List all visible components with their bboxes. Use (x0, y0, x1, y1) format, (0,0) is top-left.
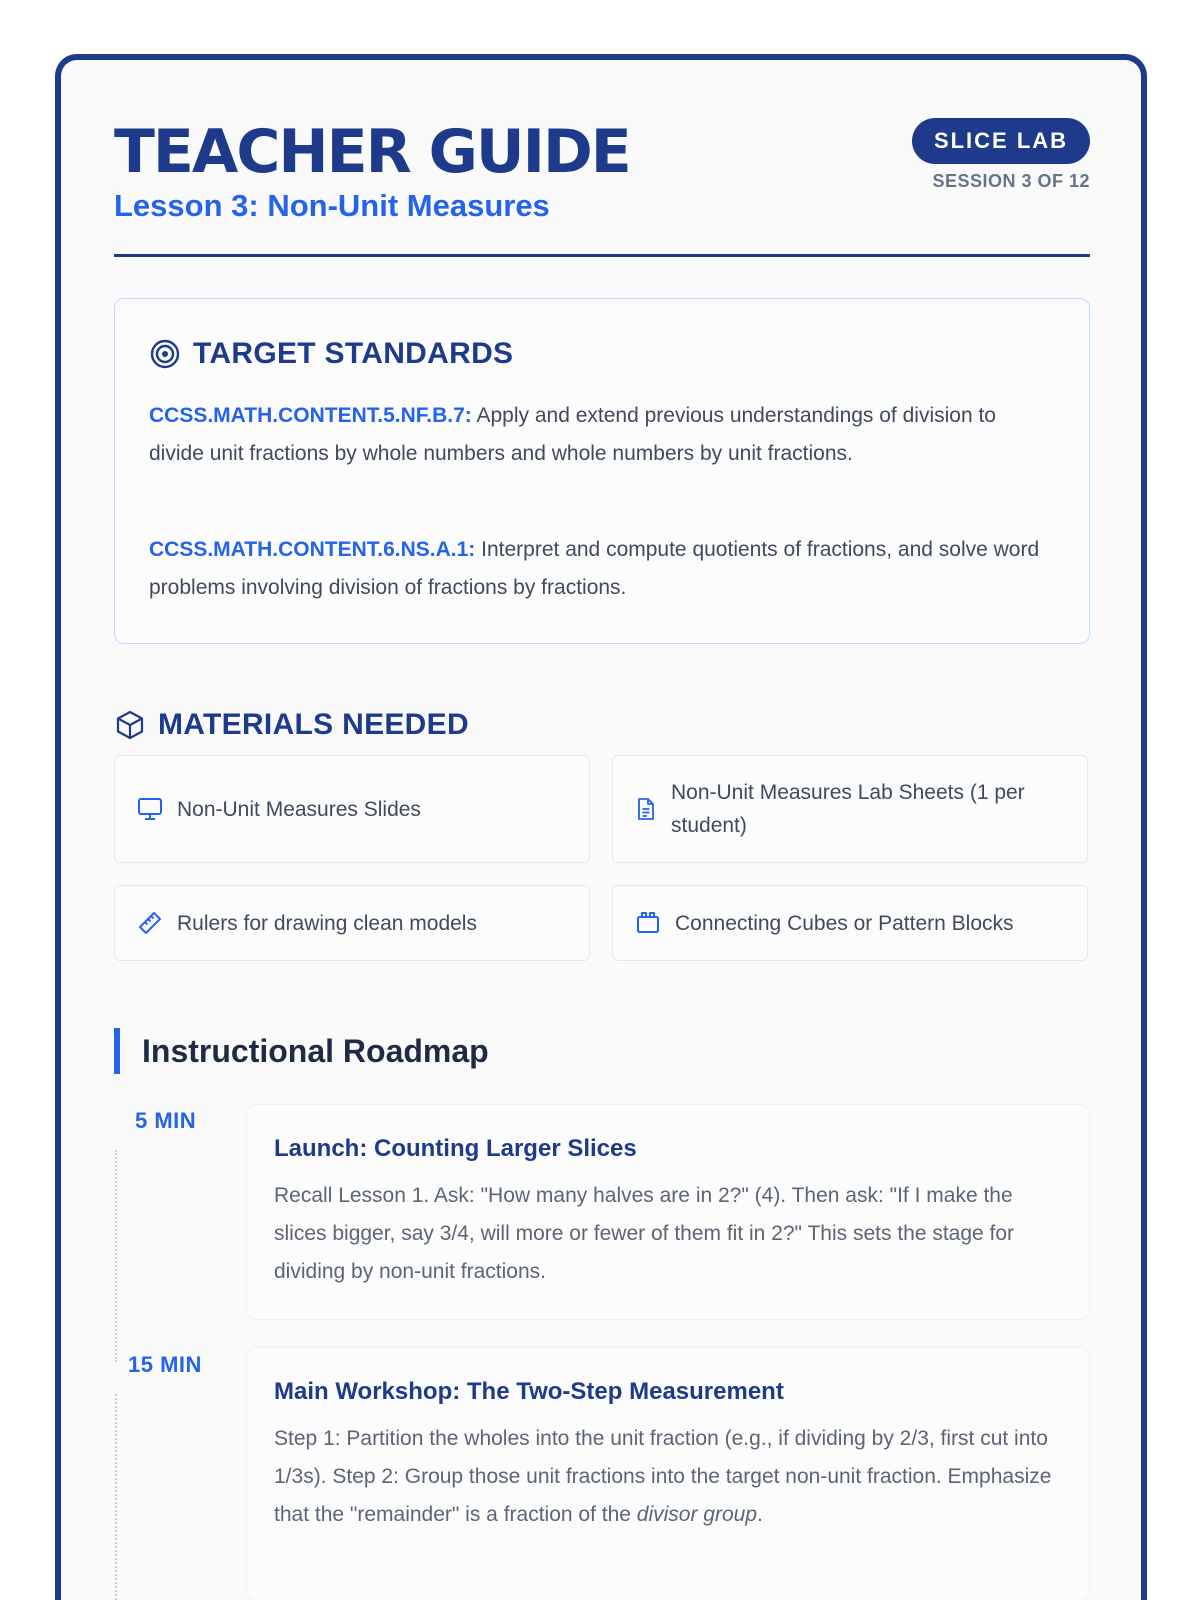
step-title: Main Workshop: The Two-Step Measurement (274, 1378, 784, 1405)
standards-heading (149, 337, 513, 371)
materials-heading (114, 708, 469, 742)
standards-heading-text: TARGET STANDARDS (193, 337, 514, 370)
roadmap-step (246, 1347, 1090, 1600)
step-title: Launch: Counting Larger Slices (274, 1135, 637, 1162)
blocks-icon (635, 910, 661, 936)
target-icon (149, 338, 181, 370)
step-description (274, 1420, 1064, 1534)
standard-text: Interpret and compute quotients of fractions, and solve word problems involving division of fractions by fractions. (149, 538, 1040, 599)
teacher-guide-card (55, 54, 1147, 1600)
material-item (114, 755, 590, 863)
standard-code: CCSS.MATH.CONTENT.6.NS.A.1: (149, 538, 476, 561)
material-item (612, 885, 1088, 961)
box-icon (114, 709, 146, 741)
page-title: TEACHER GUIDE (114, 117, 630, 187)
ruler-icon (137, 910, 163, 936)
standard-item (149, 397, 1049, 473)
step-duration: 15 MIN (128, 1352, 202, 1377)
standard-code: CCSS.MATH.CONTENT.5.NF.B.7: (149, 404, 472, 427)
material-item (612, 755, 1088, 863)
timeline-connector (115, 1394, 117, 1600)
guide-header (114, 118, 1090, 258)
roadmap-step (246, 1104, 1090, 1320)
material-item (114, 885, 590, 961)
materials-heading-text: MATERIALS NEEDED (158, 708, 469, 741)
timeline-connector (115, 1150, 117, 1362)
lesson-subtitle: Lesson 3: Non-Unit Measures (114, 188, 550, 223)
material-label: Non-Unit Measures Slides (177, 797, 421, 821)
material-label: Rulers for drawing clean models (177, 911, 477, 935)
step-duration: 5 MIN (135, 1108, 197, 1133)
standard-item (149, 531, 1049, 607)
roadmap-heading: Instructional Roadmap (114, 1028, 489, 1074)
session-indicator: SESSION 3 OF 12 (932, 171, 1090, 191)
step-description-end: . (757, 1503, 763, 1526)
standard-text: Apply and extend previous understandings of division to divide unit fractions by whole numbers and whole numbers by unit fractions. (149, 404, 996, 465)
header-divider (114, 254, 1090, 257)
material-label: Non-Unit Measures Lab Sheets (1 per student) (671, 781, 1025, 837)
step-description-text: Step 1: Partition the wholes into the unit fraction (e.g., if dividing by 2/3, first cut into 1/3s). Step 2: Group those unit fractions into the target non-unit fraction. Emphasize that the "remainder" is a fraction of the (274, 1427, 1052, 1526)
document-icon (635, 797, 657, 821)
monitor-icon (137, 796, 163, 822)
step-description-emphasis: divisor group (636, 1503, 757, 1526)
target-standards-panel (114, 298, 1090, 644)
step-description: Recall Lesson 1. Ask: "How many halves are in 2?" (4). Then ask: "If I make the slices bigger, say 3/4, will more or fewer of them fit in 2?" This sets the stage for dividing by non-unit fractions. (274, 1184, 1015, 1283)
program-badge: SLICE LAB (912, 118, 1090, 164)
material-label: Connecting Cubes or Pattern Blocks (675, 911, 1014, 935)
